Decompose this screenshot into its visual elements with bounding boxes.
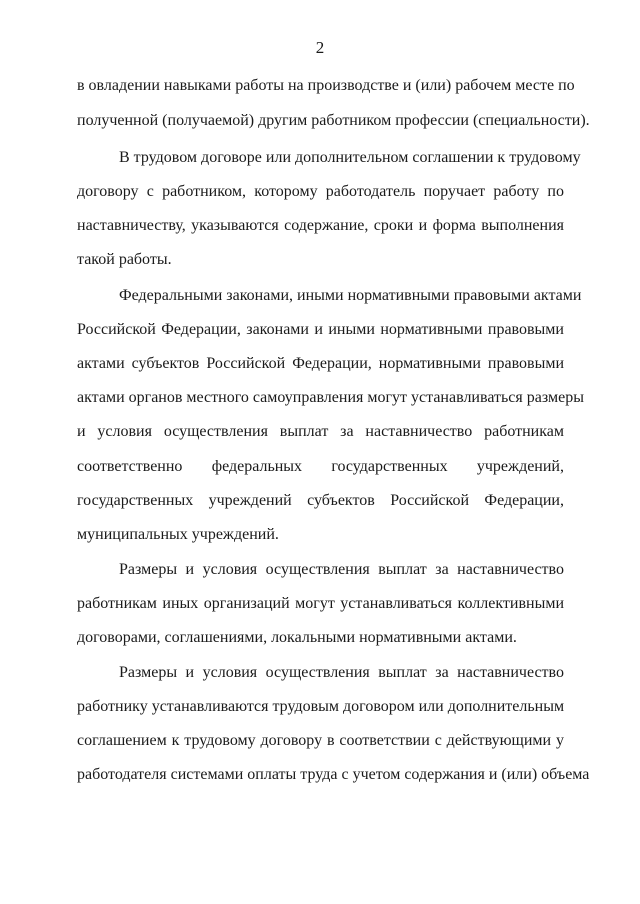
text-line: работникам иных организаций могут устанавливаться коллективными <box>77 595 564 612</box>
text-line: договору с работником, которому работодатель поручает работу по <box>77 183 564 200</box>
text-line: актами субъектов Российской Федерации, нормативными правовыми <box>77 355 564 372</box>
text-line: Размеры и условия осуществления выплат за наставничество <box>119 664 564 681</box>
text-line: такой работы. <box>77 251 172 268</box>
text-line: в овладении навыками работы на производстве и (или) рабочем месте по <box>77 77 575 94</box>
text-line: полученной (получаемой) другим работником профессии (специальности). <box>77 112 590 129</box>
text-line: договорами, соглашениями, локальными нормативными актами. <box>77 629 517 646</box>
text-line: соглашением к трудовому договору в соответствии с действующими у <box>77 732 564 749</box>
text-line: Федеральными законами, иными нормативными правовыми актами <box>119 287 582 304</box>
text-line: государственных учреждений субъектов Российской Федерации, <box>77 492 564 509</box>
text-line: работодателя системами оплаты труда с учетом содержания и (или) объема <box>77 766 590 783</box>
text-line: Российской Федерации, законами и иными нормативными правовыми <box>77 321 564 338</box>
text-line: актами органов местного самоуправления могут устанавливаться размеры <box>77 389 584 406</box>
text-line: муниципальных учреждений. <box>77 526 279 543</box>
text-line: Размеры и условия осуществления выплат за наставничество <box>119 561 564 578</box>
text-line: и условия осуществления выплат за наставничество работникам <box>77 423 564 440</box>
page-number: 2 <box>315 38 325 57</box>
text-line: наставничеству, указываются содержание, сроки и форма выполнения <box>77 217 564 234</box>
text-line: соответственно федеральных государственных учреждений, <box>77 458 564 475</box>
text-line: работнику устанавливаются трудовым договором или дополнительным <box>77 698 565 715</box>
text-line: В трудовом договоре или дополнительном соглашении к трудовому <box>119 149 581 166</box>
